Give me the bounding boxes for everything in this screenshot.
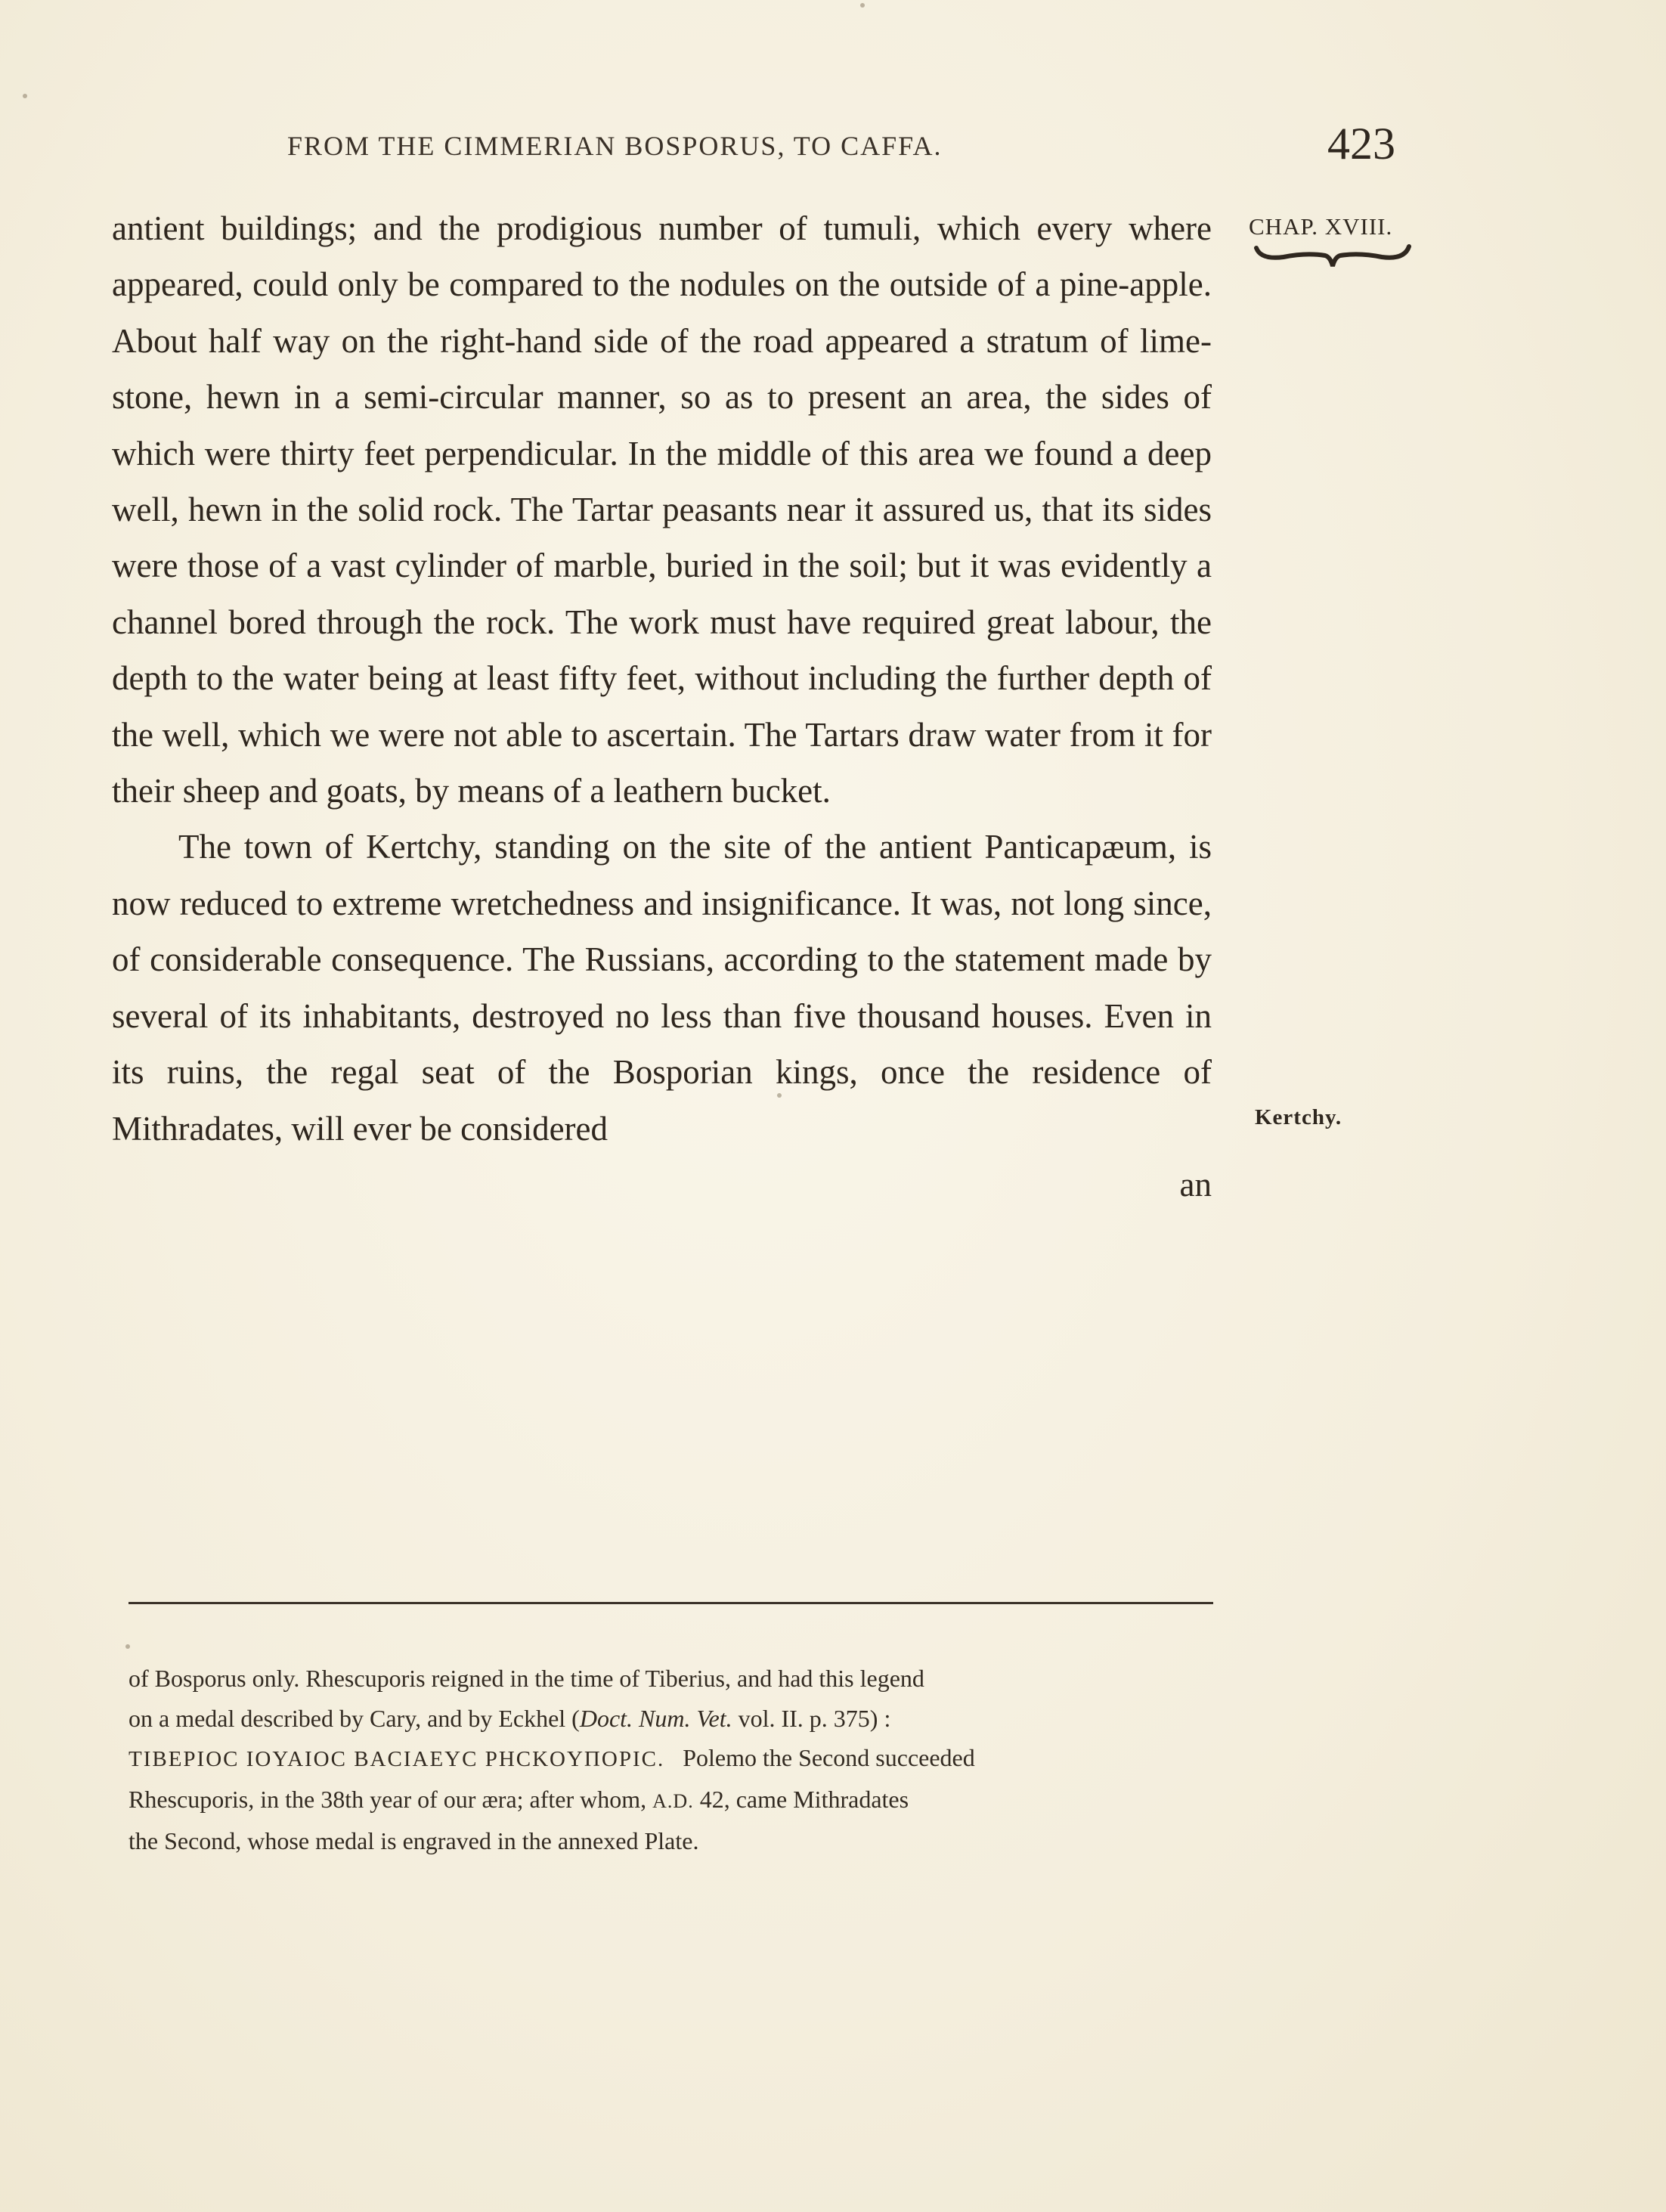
- footnote-text: on a medal described by Cary, and by Eckhel (: [129, 1704, 580, 1732]
- paper-speck: [125, 1644, 130, 1649]
- running-head: FROM THE CIMMERIAN BOSPORUS, TO CAFFA.: [287, 131, 943, 161]
- footnote-text: vol. II. p. 375) :: [732, 1704, 891, 1732]
- footnote: [129, 1659, 1217, 1861]
- page-number: 423: [1327, 119, 1395, 169]
- footnote-text: Rhescuporis, in the 38th year of our æra; after whom,: [129, 1785, 653, 1813]
- greek-legend: TIBEPIOC IOYAIOC BACIAEYC PHCKOYΠOPIC.: [129, 1747, 665, 1771]
- footnote-line: [129, 1780, 1217, 1822]
- footnote-text: Polemo the Second succeeded: [664, 1744, 975, 1771]
- footnote-rule: [129, 1602, 1213, 1604]
- footnote-line: [129, 1699, 1217, 1739]
- paper-speck: [777, 1093, 782, 1098]
- anno-domini: A.D.: [652, 1789, 694, 1812]
- footnote-line: [129, 1738, 1217, 1780]
- footnote-line: the Second, whose medal is engraved in the annexed Plate.: [129, 1827, 699, 1854]
- brace-ornament-icon: [1253, 243, 1412, 269]
- paper-speck: [860, 3, 865, 8]
- paragraph-well: antient buildings; and the prodigious number of tumuli, which every where appeared, could only be compared to the nodules on the outside of a pine-apple. About half way on the right-hand side of the road appeared a stratum of lime-stone, hewn in a semi-circular manner, so as to present an area, the sides of which were thirty feet perpendicular. In the middle of this area we found a deep well, hewn in the solid rock. The Tartar peasants near it assured us, that its sides were those of a vast cylinder of marble, buried in the soil; but it was evidently a channel bored through the rock. The work must have required great labour, the depth to the water being at least fifty feet, without including the further depth of the well, which we were not able to ascertain. The Tartars draw water from it for their sheep and goats, by means of a leathern bucket.: [112, 209, 1212, 810]
- footnote-text: 42, came Mithradates: [693, 1785, 909, 1813]
- chapter-margin-note: CHAP. XVIII.: [1249, 213, 1393, 240]
- footnote-line: of Bosporus only. Rhescuporis reigned in the time of Tiberius, and had this legend: [129, 1665, 924, 1692]
- catchword: an: [1179, 1165, 1212, 1204]
- paper-speck: [23, 94, 27, 98]
- body-text: [112, 200, 1212, 1213]
- footnote-reference: Doct. Num. Vet.: [579, 1704, 732, 1732]
- kertchy-margin-note: Kertchy.: [1255, 1105, 1342, 1129]
- paragraph-kertchy: The town of Kertchy, standing on the site of the antient Panticapæum, is now reduced to extreme wretchedness and insignificance. It was, not long since, of considerable consequence. The Russians, according to the statement made by several of its inhabitants, destroyed no less than five thousand houses. Even in its ruins, the regal seat of the Bosporian kings, once the residence of Mithradates, will ever be considered: [112, 828, 1212, 1148]
